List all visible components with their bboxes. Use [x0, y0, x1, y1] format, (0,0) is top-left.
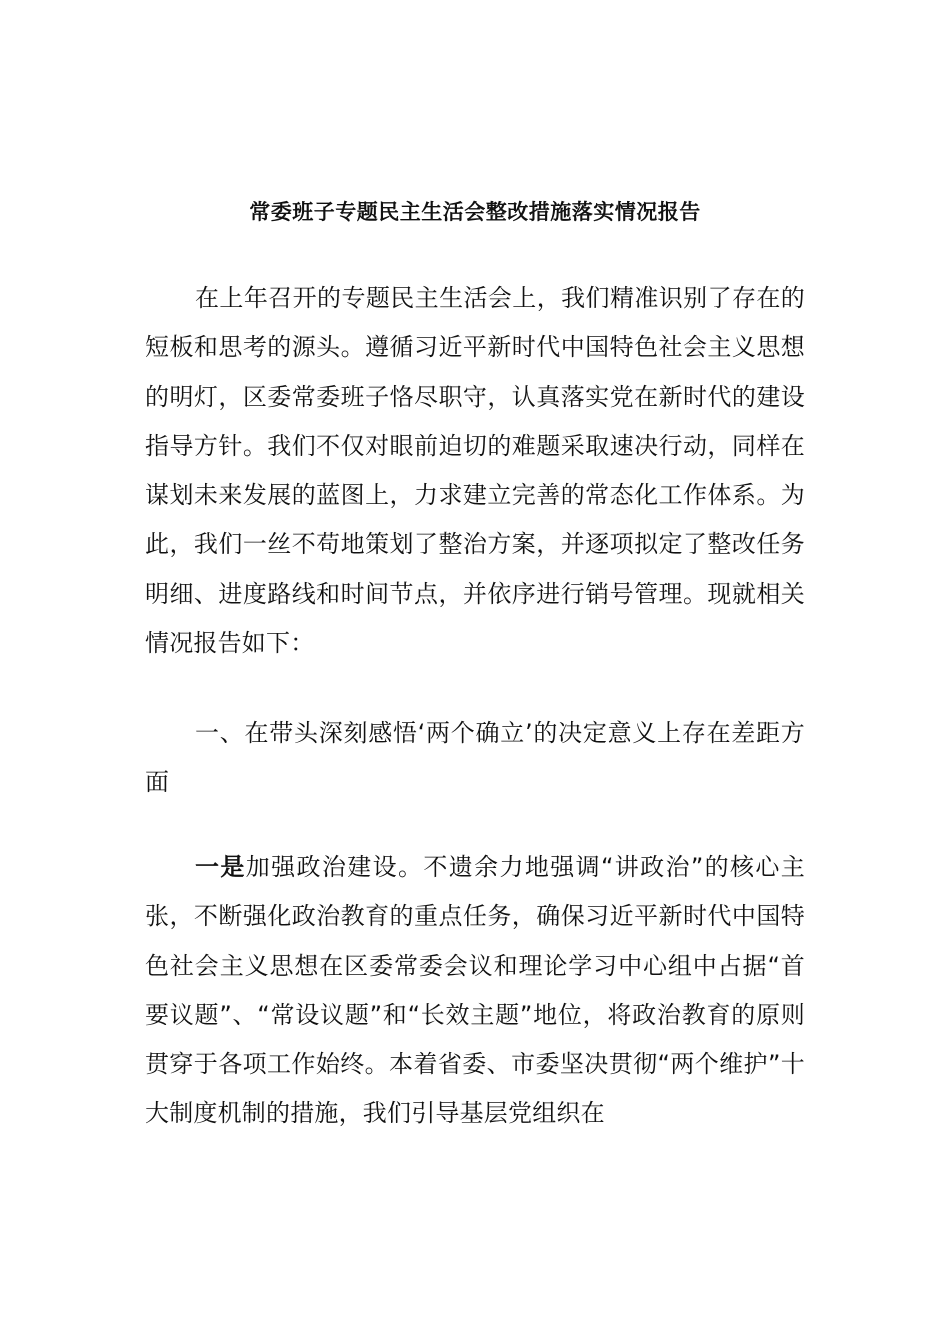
intro-paragraph: 在上年召开的专题民主生活会上，我们精准识别了存在的短板和思考的源头。遵循习近平新时代中国特色社会主义思想的明灯，区委常委班子恪尽职守，认真落实党在新时代的建设指导方针。我们不仅对眼前迫切的难题采取速决行动，同样在谋划未来发展的蓝图上，力求建立完善的常态化工作体系。为此，我们一丝不苟地策划了整治方案，并逐项拟定了整改任务明细、进度路线和时间节点，并依序进行销号管理。现就相关情况报告如下：: [145, 284, 805, 658]
point-lead: 一是: [195, 853, 246, 881]
section-heading: 一、在带头深刻感悟‘两个确立’的决定意义上存在差距方面: [145, 719, 805, 797]
point-paragraph: [145, 843, 805, 1139]
point-text: 加强政治建设。不遗余力地强调“讲政治”的核心主张，不断强化政治教育的重点任务，确保习近平新时代中国特色社会主义思想在区委常委会议和理论学习中心组中占据“首要议题”、“常设议题”和“长效主题”地位，将政治教育的原则贯穿于各项工作始终。本着省委、市委坚决贯彻“两个维护”十大制度机制的措施，我们引导基层党组织在: [145, 853, 805, 1128]
document-title: 常委班子专题民主生活会整改措施落实情况报告: [249, 200, 701, 224]
